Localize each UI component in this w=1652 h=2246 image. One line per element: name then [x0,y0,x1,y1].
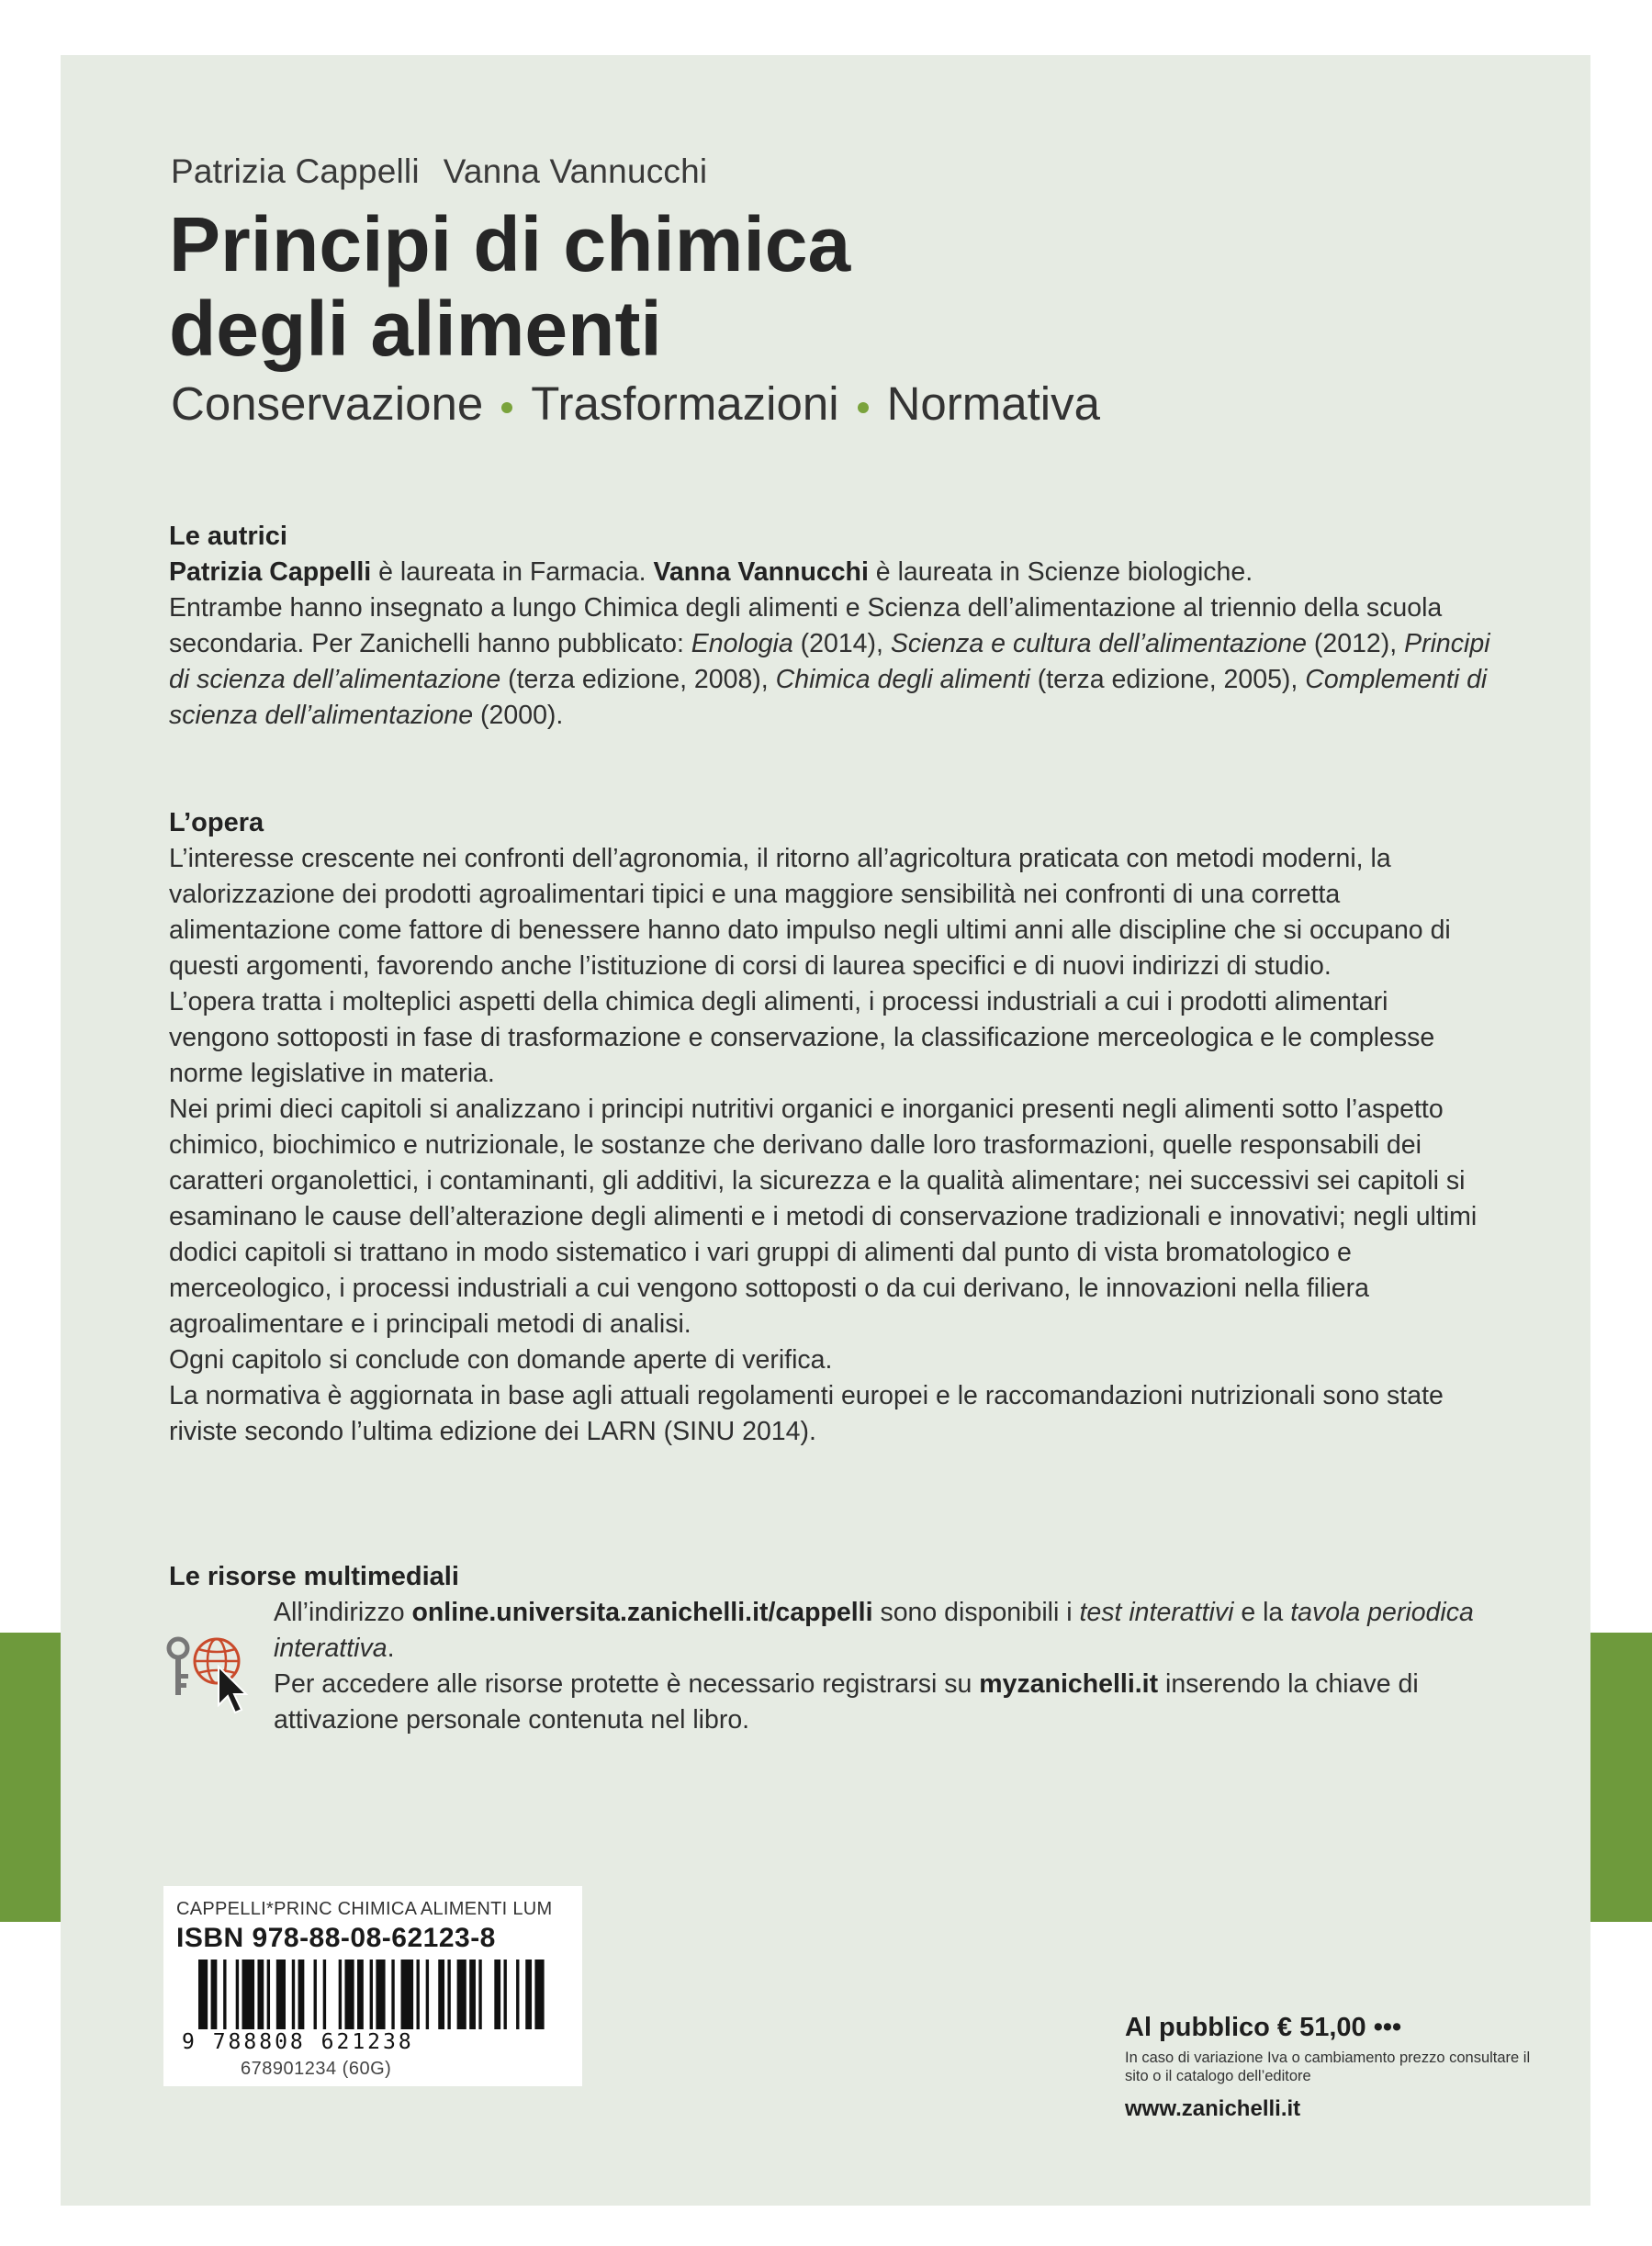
work-paragraph: Ogni capitolo si conclude con domande aperte di verifica. [169,1345,833,1375]
barcode-bar [417,1960,420,2029]
registration-site[interactable]: myzanichelli.it [979,1669,1159,1699]
barcode-digits: 9 788808 621238 [182,2030,414,2054]
cursor-icon [219,1667,246,1713]
section-heading: L’opera [169,808,264,837]
barcode-bar [323,1960,326,2029]
bullet-dot-icon [501,402,512,413]
bio-text: (2014), [792,629,891,658]
green-stripe-right [1590,1633,1652,1922]
barcode-bar [344,1960,354,2029]
multimedia-paragraph [274,1595,1491,1667]
resource-name: tavola periodica interattiva [274,1598,1474,1663]
bio-text: è laureata in Scienze biologiche. [868,557,1253,587]
barcode-bar [276,1960,286,2029]
section-heading: Le risorse multimediali [169,1562,459,1591]
book-title [169,202,850,371]
barcode-bar [339,1960,342,2029]
resource-url[interactable]: online.universita.zanichelli.it/cappelli [411,1598,873,1627]
barcode-bar [534,1960,544,2029]
barcode-bar [292,1960,295,2029]
multimedia-paragraph [274,1667,1491,1738]
barcode-bar [478,1960,481,2029]
author-name: Vanna Vannucchi [443,152,708,190]
barcode-bar [223,1960,226,2029]
subtitle-item: Trasformazioni [531,377,839,430]
media-text: Per accedere alle risorse protette è necessario registrarsi su [274,1669,980,1699]
barcode-bar [391,1960,394,2029]
media-text: e la [1233,1598,1291,1627]
barcode-bar [211,1960,218,2029]
barcode-bar [504,1960,507,2029]
bio-text: (2000). [473,701,564,730]
book-reference: Complementi di scienza dell’alimentazione [169,665,1488,730]
green-stripe-left [0,1633,61,1922]
author-name: Vanna Vannucchi [653,557,869,587]
globe-icon [195,1639,239,1683]
multimedia-icons [162,1634,253,1716]
bio-text: (terza edizione, 2005), [1029,665,1306,694]
barcode-bar [516,1960,519,2029]
author-name: Patrizia Cappelli [171,152,420,190]
bio-text: è laureata in Farmacia. [371,557,654,587]
section-heading: Le autrici [169,522,287,551]
barcode-bar [447,1960,450,2029]
bio-text: Entrambe hanno insegnato a lungo Chimica degli alimenti e Scienza dell’alimentazione al triennio [169,593,1297,623]
work-paragraph: Nei primi dieci capitoli si analizzano i principi nutritivi organici e inorganici presenti negli alimenti sotto l’aspetto chimico, biochimico e nutrizionale, le sostanze che derivano dalle loro trasformazioni, quelle responsabili dei caratteri organolettici, i contaminanti, gli additivi, la sicurezza e la qualità alimentare; nei successivi sei capitoli si esaminano le cause dell’alterazione degli alimenti e i metodi di conservazione tradizionali e innovativi; negli ultimi dodici capitoli si trattano in modo sistematico i vari gruppi di alimenti dal punto di vista bromatologico e merceologico, i processi industriali a cui vengono sottoposti o da cui derivano, le innovazioni nella filiera agroalimentare e i principali metodi di analisi. [169,1095,1478,1339]
media-text: . [387,1634,395,1663]
barcode-bar [457,1960,466,2029]
work-paragraph: L’interesse crescente nei confronti dell’agronomia, il ritorno all’agricoltura praticata con metodi moderni, la valorizzazione dei prodotti agroalimentari tipici e una maggiore sensibilità nei confronti di una corretta alimentazione come fattore di benessere hanno dato impulso negli ultimi anni alle discipline che si occupano di questi argomenti, favorendo anche l’istituzione di corsi di laurea specifici e di nuovi indirizzi di studio. [169,844,1451,981]
isbn: ISBN 978-88-08-62123-8 [176,1923,496,1953]
barcode-bar [438,1960,444,2029]
barcode-bar [236,1960,239,2029]
book-reference: Chimica degli alimenti [775,665,1030,694]
title-line: Principi di chimica [169,201,851,287]
book-reference: Scienza e cultura dell’alimentazione [890,629,1307,658]
barcode-bar [370,1960,373,2029]
barcode-bar [494,1960,500,2029]
barcode-bar [426,1960,429,2029]
work-paragraph: L’opera tratta i molteplici aspetti della chimica degli alimenti, i processi industriali a cui i prodotti alimentari vengono sottoposti in fase di trasformazione e conservazione, la classificazione merceologica e le complesse norme legislative in materia. [169,987,1435,1088]
key-icon [169,1639,188,1695]
book-reference: Principi di scienza dell’alimentazione [169,629,1490,694]
title-line: degli alimenti [169,286,662,372]
barcode-bar [198,1960,208,2029]
barcode-bar [469,1960,476,2029]
media-text: sono disponibili i [872,1598,1080,1627]
authors-bio [169,555,1491,734]
barcode-label: CAPPELLI*PRINC CHIMICA ALIMENTI LUM [176,1899,553,1919]
bio-text: della scuola secondaria. Per Zanichelli hanno pubblicato: [169,593,1443,658]
subtitle-item: Conservazione [171,377,484,430]
price-block [1125,2013,1547,2122]
bio-text: (2012), [1306,629,1405,658]
price: Al pubblico € 51,00 ••• [1125,2013,1402,2042]
barcode-box [163,1886,582,2086]
bullet-dot-icon [858,402,869,413]
barcode-bar [242,1960,255,2029]
price-note: In caso di variazione Iva o cambiamento prezzo consultare il sito o il catalogo dell’editore [1125,2049,1531,2084]
barcode-code: 678901234 (60G) [241,2059,392,2079]
barcode-icon [198,1960,547,2029]
barcode-bar [376,1960,385,2029]
authors-line [171,152,707,191]
work-section [169,805,1491,1450]
subtitle-item: Normativa [886,377,1100,430]
barcode-bar [314,1960,317,2029]
barcode-bar [257,1960,264,2029]
barcode-bar [267,1960,270,2029]
authors-section [169,519,1491,734]
multimedia-section [169,1559,1491,1738]
barcode-bar [525,1960,532,2029]
author-name: Patrizia Cappelli [169,557,372,587]
barcode-bar [298,1960,305,2029]
book-reference: Enologia [691,629,793,658]
multimedia-text [274,1595,1491,1738]
bio-text: (terza edizione, 2008), [500,665,776,694]
barcode-bar [401,1960,414,2029]
book-subtitle [171,376,1100,431]
resource-name: test interattivi [1079,1598,1234,1627]
work-paragraph: La normativa è aggiornata in base agli attuali regolamenti europei e le raccomandazioni nutrizionali sono state riviste secondo l’ultima edizione dei LARN (SINU 2014). [169,1381,1444,1446]
multimedia-block [169,1595,1491,1738]
media-text: All’indirizzo [274,1598,412,1627]
media-text: inserendo la chiave di attivazione personale contenuta nel libro. [274,1669,1419,1735]
barcode-bar [357,1960,364,2029]
publisher-website[interactable]: www.zanichelli.it [1125,2096,1301,2121]
